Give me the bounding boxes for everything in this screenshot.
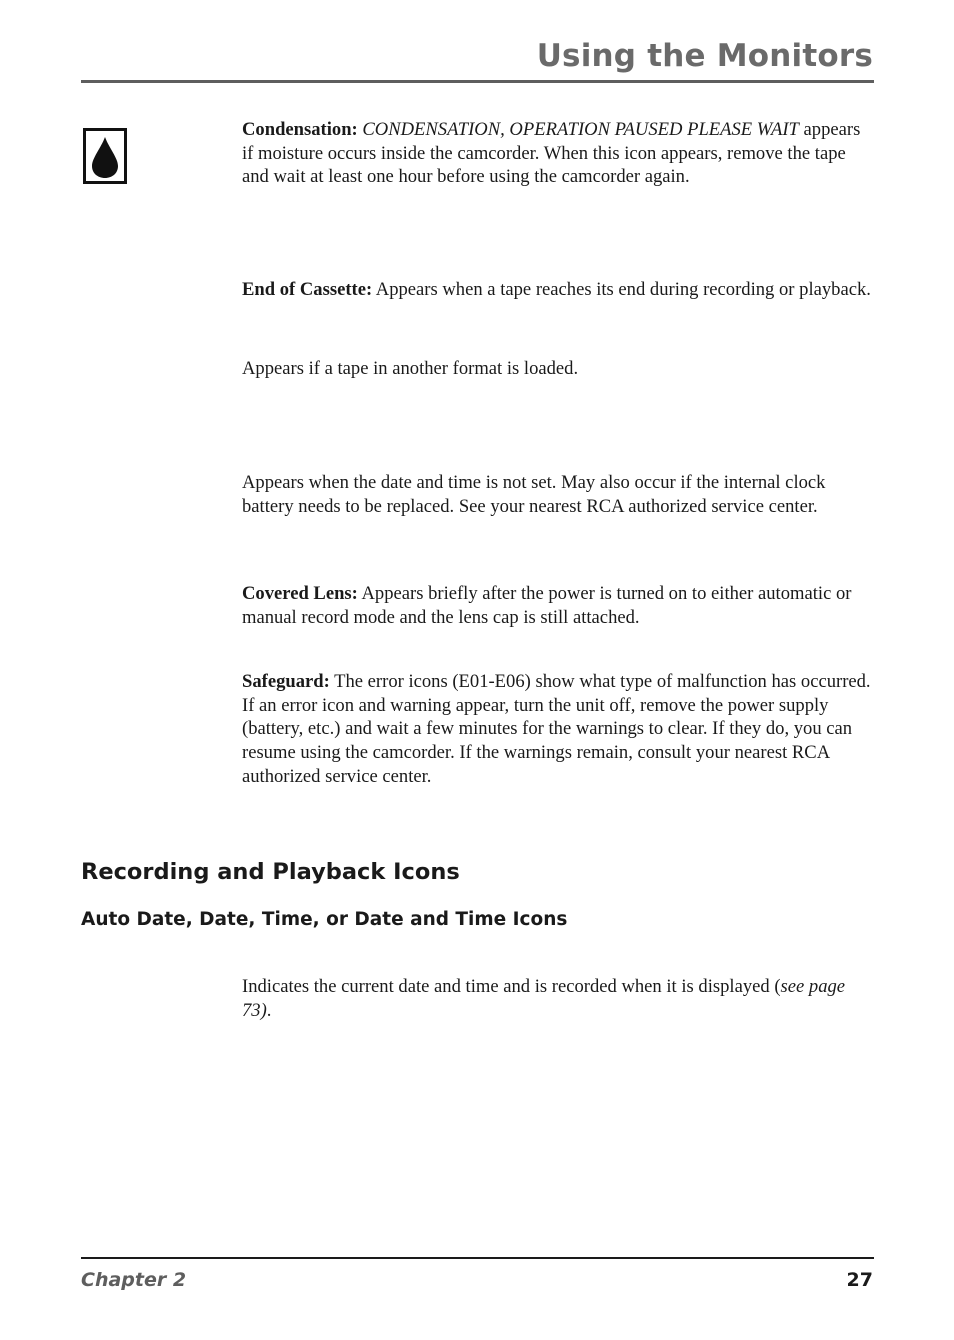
end-of-cassette-paragraph: [242, 278, 874, 302]
footer-rule: [81, 1257, 874, 1259]
header-rule: [81, 80, 874, 83]
page-reference: see page 73): [242, 976, 846, 1021]
condensation-paragraph: [242, 118, 874, 189]
covered-lens-paragraph: [242, 582, 874, 629]
safeguard-label: Safeguard:: [242, 671, 330, 692]
end-of-cassette-label: End of Cassette:: [242, 279, 373, 300]
safeguard-text: The error icons (E01-E06) show what type of malfunction has occurred. If an error icon and warning appear, turn the unit off, remove the power supply (battery, etc.) and wait a few minutes for the warnings to clear. If they do, you can resume using the camcorder. If the warnings remain, consult your nearest RCA authorized service center.: [242, 671, 871, 787]
condensation-message: CONDENSATION, OPERATION PAUSED PLEASE WAIT: [362, 119, 799, 140]
subsection-heading: Auto Date, Date, Time, or Date and Time Icons: [81, 909, 568, 930]
water-drop-icon: [83, 128, 127, 184]
condensation-label: Condensation:: [242, 119, 358, 140]
other-format-text: Appears if a tape in another format is loaded.: [242, 358, 579, 379]
other-format-paragraph: [242, 357, 874, 381]
section-heading: Recording and Playback Icons: [81, 859, 460, 885]
page-title: Using the Monitors: [536, 38, 873, 74]
date-icons-end: .: [266, 999, 272, 1021]
date-icons-text: Indicates the current date and time and is recorded when it is displayed (: [242, 976, 781, 997]
date-time-not-set-text: Appears when the date and time is not set. May also occur if the internal clock battery needs to be replaced. See your nearest RCA authorized service center.: [242, 472, 826, 517]
date-time-not-set-paragraph: [242, 471, 874, 518]
page-number: 27: [846, 1269, 873, 1291]
date-icons-paragraph: [242, 975, 874, 1022]
end-of-cassette-text: Appears when a tape reaches its end during recording or playback.: [375, 279, 871, 300]
condensation-text: appears if moisture occurs inside the camcorder. When this icon appears, remove the tape and wait at least one hour before using the camcorder again.: [242, 119, 861, 188]
safeguard-paragraph: [242, 670, 874, 789]
footer-chapter: Chapter 2: [81, 1269, 187, 1291]
covered-lens-text: Appears briefly after the power is turned on to either automatic or manual record mode and the lens cap is still attached.: [242, 583, 852, 628]
covered-lens-label: Covered Lens:: [242, 583, 358, 604]
